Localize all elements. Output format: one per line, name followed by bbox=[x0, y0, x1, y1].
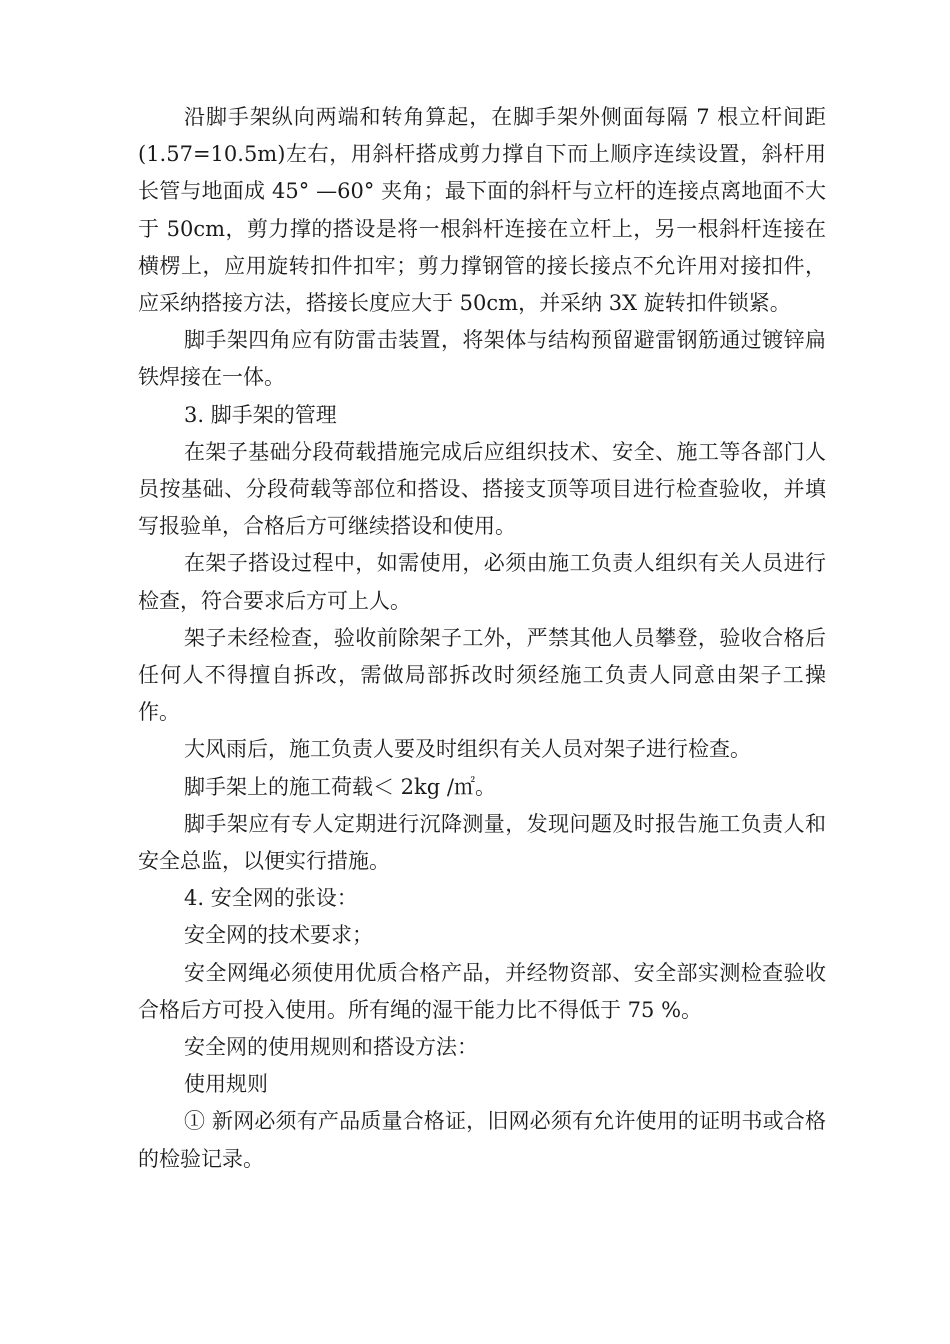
paragraph-lightning-protection: 脚手架四角应有防雷击装置，将架体与结构预留避雷钢筋通过镀锌扁铁焊接在一体。 bbox=[138, 328, 826, 390]
paragraph-usage-rules: 使用规则 bbox=[184, 1072, 268, 1097]
paragraph-unauthorized-access: 架子未经检查，验收前除架子工外，严禁其他人员攀登，验收合格后任何人不得擅自拆改，需做局部拆改时须经施工负责人同意由架子工操作。 bbox=[138, 625, 826, 725]
section-heading-scaffold-management: 3. 脚手架的管理 bbox=[184, 402, 337, 427]
paragraph-net-rope-quality: 安全网绳必须使用优质合格产品，并经物资部、安全部实测检查验收合格后方可投入使用。所有绳的湿干能力比不得低于 75 %。 bbox=[138, 960, 826, 1022]
paragraph-after-storm: 大风雨后，施工负责人要及时组织有关人员对架子进行检查。 bbox=[184, 737, 751, 762]
paragraph-technical-requirements: 安全网的技术要求； bbox=[184, 923, 373, 948]
paragraph-scissor-brace: 沿脚手架纵向两端和转角算起，在脚手架外侧面每隔 7 根立杆间距(1.57=10.5m)左右，用斜杆搭成剪力撑自下而上顺序连续设置，斜杆用长管与地面成 45° —60° 夹角；最下面的斜杆与立杆的连接点离地面不大于 50cm，剪力撑的搭设是将一根斜杆连接在立杆上，另一根斜杆连接在横楞上，应用旋转扣件扣牢；剪力撑钢管的接长接点不允许用对接扣件，应采纳搭接方法，搭接长度应大于 50cm，并采纳 3X 旋转扣件锁紧。 bbox=[138, 105, 826, 316]
paragraph-construction-load: 脚手架上的施工荷载＜ 2kg /㎡。 bbox=[184, 774, 496, 799]
paragraph-usage-rules-heading: 安全网的使用规则和搭设方法： bbox=[184, 1035, 478, 1060]
paragraph-use-during-erection: 在架子搭设过程中，如需使用，必须由施工负责人组织有关人员进行检查，符合要求后方可上人。 bbox=[138, 551, 826, 613]
paragraph-rule-1: ① 新网必须有产品质量合格证，旧网必须有允许使用的证明书或合格的检验记录。 bbox=[138, 1109, 826, 1171]
paragraph-inspection-acceptance: 在架子基础分段荷载措施完成后应组织技术、安全、施工等各部门人员按基础、分段荷载等部位和搭设、搭接支顶等项目进行检查验收，并填写报验单，合格后方可继续搭设和使用。 bbox=[138, 439, 826, 539]
document-body bbox=[138, 99, 826, 1178]
section-heading-safety-net: 4. 安全网的张设： bbox=[184, 886, 358, 911]
paragraph-settlement-monitoring: 脚手架应有专人定期进行沉降测量，发现问题及时报告施工负责人和安全总监，以便实行措施。 bbox=[138, 811, 826, 874]
